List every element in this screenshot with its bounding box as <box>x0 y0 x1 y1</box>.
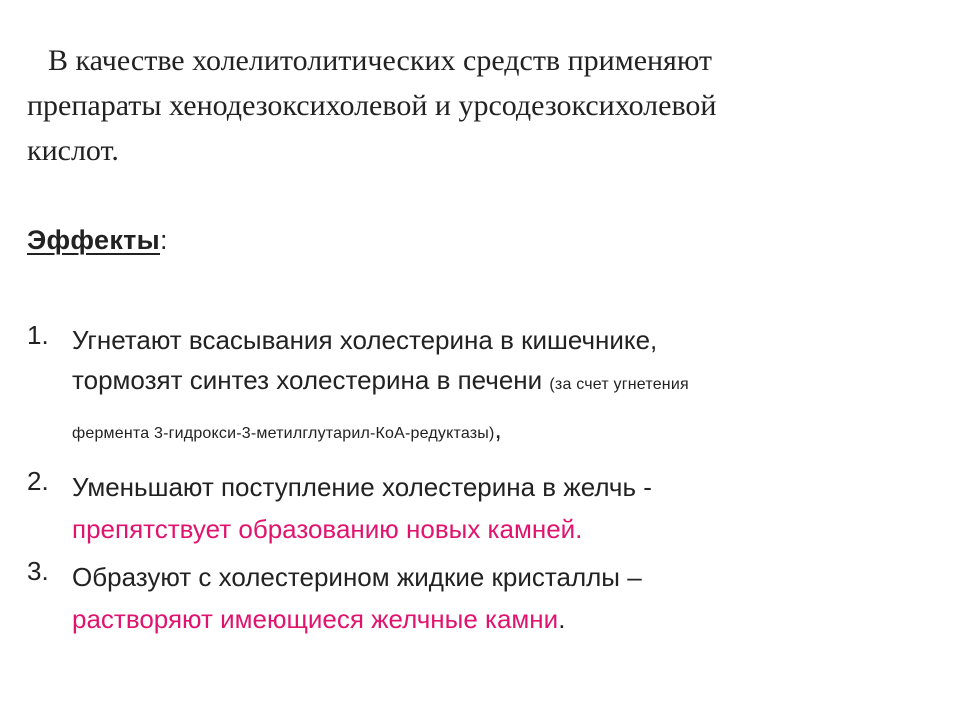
intro-line-1-text: В качестве холелитолитических средств применяют <box>48 44 712 77</box>
list-item-1-line-3-end: , <box>494 414 502 444</box>
list-item-1-line-2 <box>72 360 927 405</box>
list-item-2-line-1: Уменьшают поступление холестерина в желчь - <box>72 472 652 502</box>
list-item-3-number: 3. <box>27 556 49 586</box>
effects-title: Эффекты <box>27 225 161 255</box>
list-item-1-number: 1. <box>27 320 49 350</box>
list-item-2 <box>27 466 927 550</box>
list-item-1-note-end: фермента 3-гидрокси-3-метилглутарил-КоА-редуктазы) <box>72 425 495 442</box>
list-item-3-line-2 <box>72 598 927 640</box>
intro-paragraph <box>27 38 907 173</box>
effects-list <box>27 320 927 640</box>
list-item-1-note-start: (за счет угнетения <box>549 376 689 393</box>
list-item-1 <box>27 320 927 458</box>
intro-line-1 <box>27 38 907 83</box>
intro-line-2: препараты хенодезоксихолевой и урсодезоксихолевой <box>27 89 717 122</box>
list-item-3 <box>27 556 927 640</box>
list-item-1-line-1: Угнетают всасывания холестерина в кишечнике, <box>72 325 658 355</box>
list-item-2-line-2: препятствует образованию новых камней. <box>72 514 583 544</box>
list-item-1-line-3 <box>72 405 927 458</box>
list-item-3-line-2-end: . <box>558 604 566 634</box>
list-item-3-line-2-accent: растворяют имеющиеся желчные камни <box>72 604 559 634</box>
list-item-1-line-2-main: тормозят синтез холестерина в печени <box>72 365 550 395</box>
intro-line-3: кислот. <box>27 134 119 167</box>
effects-colon: : <box>160 225 168 255</box>
list-item-3-line-1: Образуют с холестерином жидкие кристаллы – <box>72 562 642 592</box>
list-item-2-number: 2. <box>27 466 49 496</box>
effects-heading <box>27 220 168 260</box>
